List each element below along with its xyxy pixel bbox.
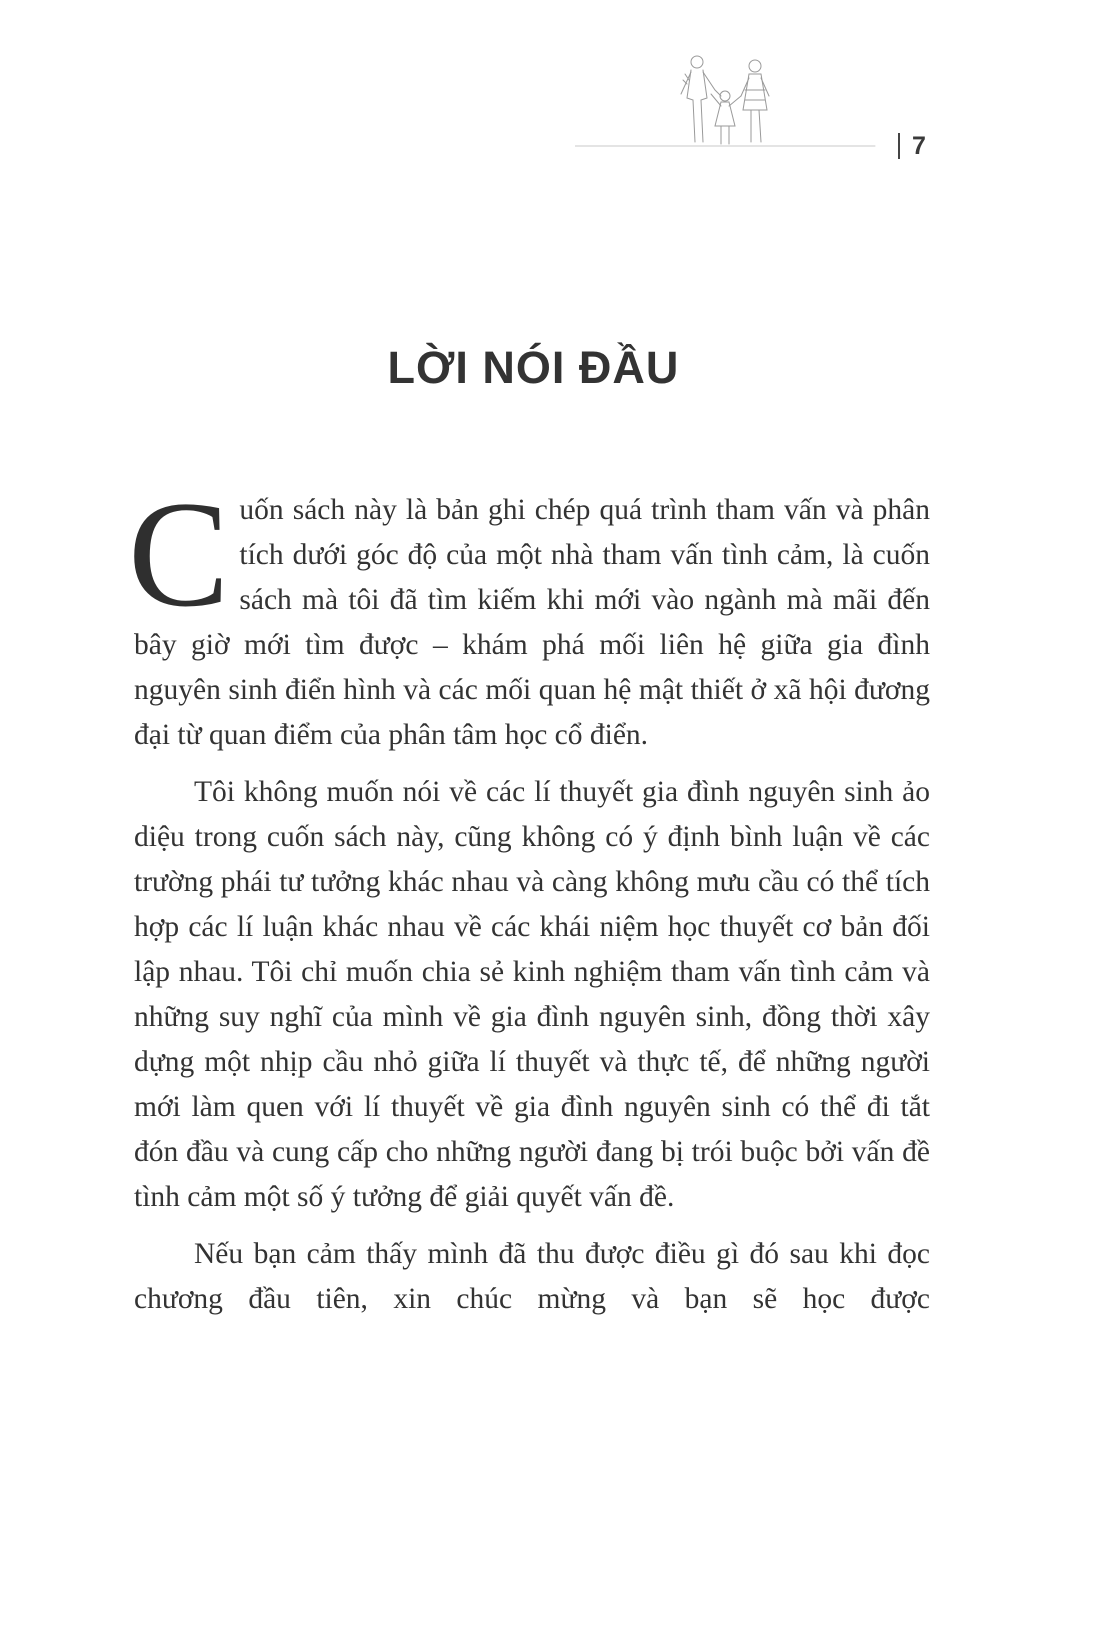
chapter-title: LỜI NÓI ĐẦU	[387, 342, 680, 393]
page-number: 7	[912, 131, 926, 160]
family-sketch-illustration	[575, 50, 895, 160]
paragraph-2: Tôi không muốn nói về các lí thuyết gia đình nguyên sinh ảo diệu trong cuốn sách này, cũng không có ý định bình luận về các trường phái tư tưởng khác nhau và càng không mưu cầu có thể tích hợp các lí luận khác nhau về các khái niệm học thuyết cơ bản đối lập nhau. Tôi chỉ muốn chia sẻ kinh nghiệm tham vấn tình cảm và những suy nghĩ của mình về gia đình nguyên sinh, đồng thời xây dựng một nhịp cầu nhỏ giữa lí thuyết và thực tế, để những người mới làm quen với lí thuyết về gia đình nguyên sinh có thể đi tắt đón đầu và cung cấp cho những người đang bị trói buộc bởi vấn đề tình cảm một số ý tưởng để giải quyết vấn đề.	[134, 776, 930, 1213]
page-number-block	[898, 126, 926, 166]
paragraph-1	[128, 470, 930, 758]
paragraph-1-text: uốn sách này là bản ghi chép quá trình tham vấn và phân tích dưới góc độ của một nhà tham vấn tình cảm, là cuốn sách mà tôi đã tìm kiếm khi mới vào ngành mà mãi đến bây giờ mới tìm được – khám phá mối liên hệ giữa gia đình nguyên sinh điển hình và các mối quan hệ mật thiết ở xã hội đương đại từ quan điểm của phân tâm học cổ điển.	[134, 494, 930, 751]
body-text	[128, 470, 930, 1334]
page-number-divider	[898, 133, 900, 159]
paragraph-3: Nếu bạn cảm thấy mình đã thu được điều gì đó sau khi đọc chương đầu tiên, xin chúc mừng và bạn sẽ học được	[134, 1238, 930, 1315]
drop-cap-letter: C	[128, 470, 230, 638]
